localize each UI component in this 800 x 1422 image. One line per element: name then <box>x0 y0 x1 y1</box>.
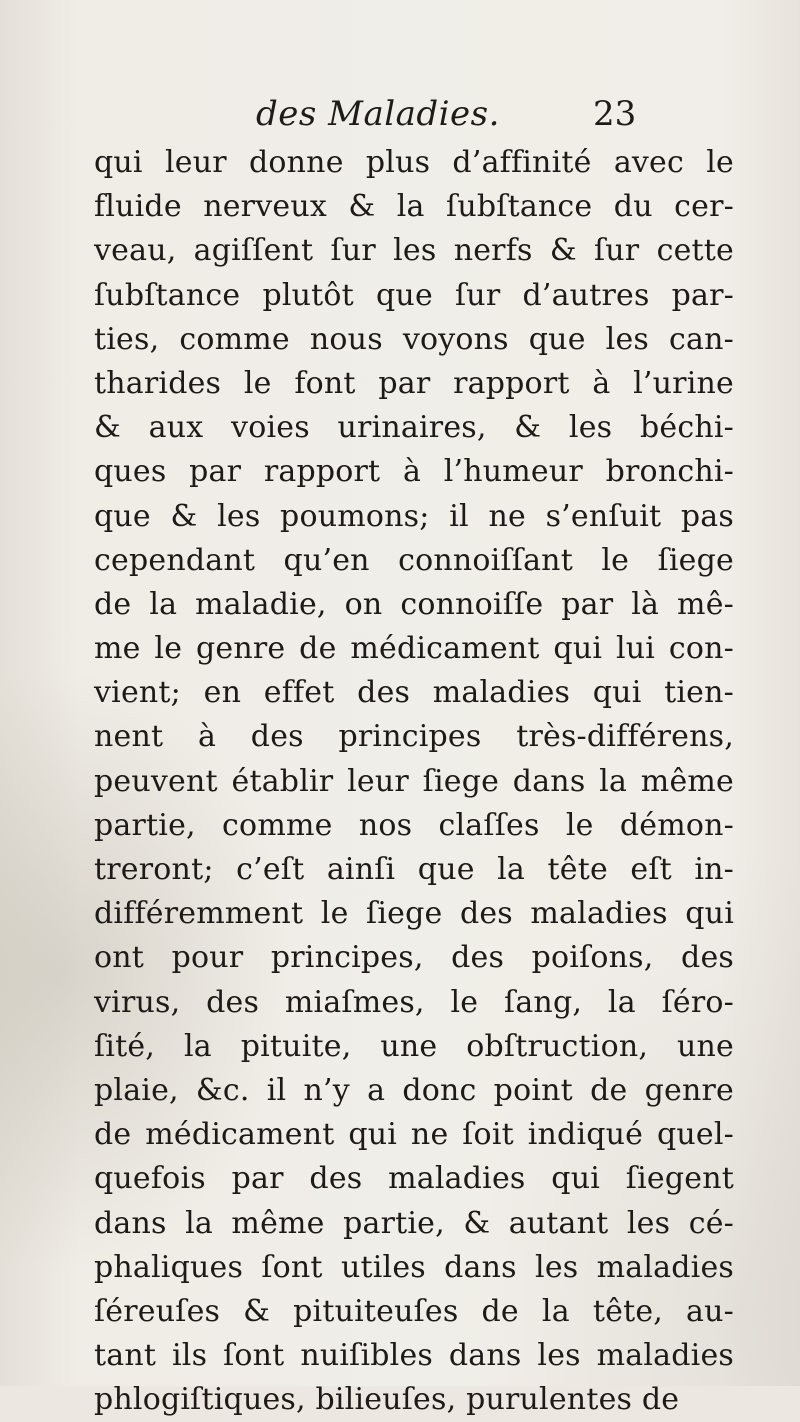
text-line: ont pour principes, des poiſons, des <box>94 940 734 976</box>
text-line: de médicament qui ne ſoit indiqué quel- <box>94 1117 734 1153</box>
text-line: tant ils ſont nuiſibles dans les maladies <box>94 1338 734 1374</box>
text-line: virus, des miaſmes, le ſang, la ſéro- <box>94 984 734 1020</box>
text-line: phaliques ſont utiles dans les maladies <box>94 1249 734 1285</box>
body-text <box>94 141 734 1422</box>
text-line: ſéreuſes & pituiteuſes de la tête, au- <box>94 1293 734 1329</box>
text-line: fluide nerveux & la ſubſtance du cer- <box>94 189 734 225</box>
text-line: treront; c’eſt ainſi que la tête eſt in- <box>94 852 734 887</box>
text-line: ſité, la pituite, une obſtruction, une <box>94 1028 734 1064</box>
text-line: différemment le ſiege des maladies qui <box>94 896 734 932</box>
page-number: 23 <box>593 94 637 134</box>
running-header <box>256 94 656 136</box>
text-line: peuvent établir leur ſiege dans la même <box>94 763 734 799</box>
text-line: me le genre de médicament qui lui con- <box>94 631 734 667</box>
text-line: ties, comme nous voyons que les can- <box>94 321 734 357</box>
text-line: partie, comme nos claſſes le démon- <box>94 807 734 843</box>
text-line: & aux voies urinaires, & les béchi- <box>94 410 734 446</box>
text-line: qui leur donne plus d’affinité avec le <box>94 145 734 180</box>
text-line: quefois par des maladies qui ſiegent <box>94 1161 734 1197</box>
text-line: dans la même partie, & autant les cé- <box>94 1205 734 1241</box>
running-title: des Maladies. <box>256 94 500 134</box>
text-line: nent à des principes très-différens, <box>94 719 734 755</box>
text-line: tharides le font par rapport à l’urine <box>94 365 734 401</box>
text-line: cependant qu’en connoiſſant le ſiege <box>94 542 734 578</box>
text-line: ſubſtance plutôt que ſur d’autres par- <box>94 277 734 313</box>
text-line: ques par rapport à l’humeur bronchi- <box>94 454 734 490</box>
text-line: plaie, &c. il n’y a donc point de genre <box>94 1072 734 1108</box>
text-line: que & les poumons; il ne s’enſuit pas <box>94 498 734 534</box>
text-line: phlogiſtiques, bilieuſes, purulentes de <box>94 1382 680 1418</box>
text-line: veau, agiſſent ſur les nerfs & ſur cette <box>94 233 734 269</box>
text-line: vient; en effet des maladies qui tien- <box>94 675 734 711</box>
text-line: de la maladie, on connoiſſe par là mê- <box>94 586 734 622</box>
